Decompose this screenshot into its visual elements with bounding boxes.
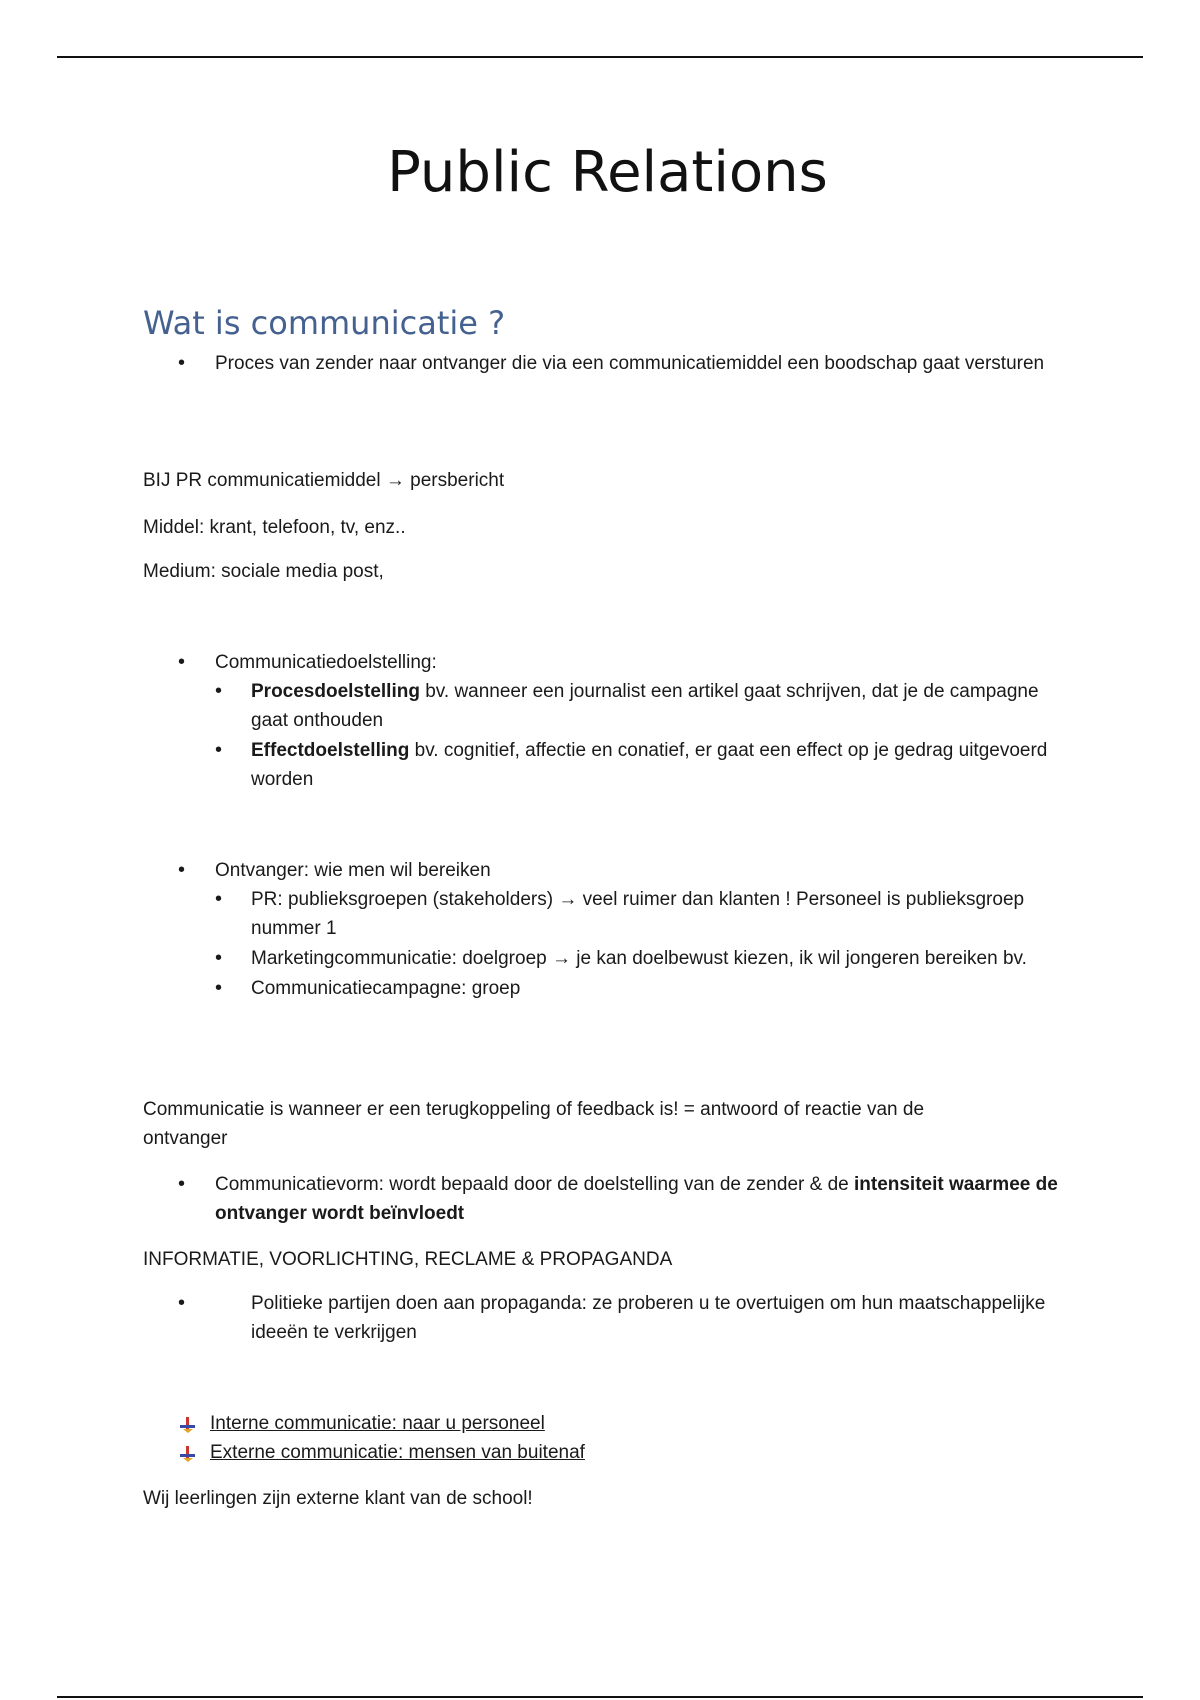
bottom-rule <box>57 1696 1143 1698</box>
list-item: • Ontvanger: wie men wil bereiken • PR: publieksgroepen (stakeholders) → veel ruimer dan klanten ! Personeel is publieksgroep nummer 1 • Marketingcommunicatie: doelgroep → je kan doelbewust kiezen, ik wil jongeren bereiken bv. • Communicatiecampagne: groep <box>143 856 1063 1003</box>
page-title: Public Relations <box>387 140 828 205</box>
section-heading: Wat is communicatie ? <box>143 304 506 342</box>
closing-line: Wij leerlingen zijn externe klant van de school! <box>143 1488 533 1509</box>
arrow-list <box>180 1409 585 1467</box>
list-item: • Communicatiedoelstelling: • Procesdoelstelling bv. wanneer een journalist een artikel gaat schrijven, dat je de campagne gaat onthouden • Effectdoelstelling bv. cognitief, affectie en conatief, er gaat een effect op je gedrag uitgevoerd worden <box>143 648 1063 794</box>
pr-line: BIJ PR communicatiemiddel → persbericht <box>143 470 505 491</box>
arrow-down-icon <box>180 1445 196 1461</box>
list-item: • Communicatievorm: wordt bepaald door de doelstelling van de zender & de intensiteit waarmee de ontvanger wordt beïnvloedt <box>143 1170 1063 1228</box>
middel-line: Middel: krant, telefoon, tv, enz.. <box>143 517 406 538</box>
doelstelling-list <box>143 648 1063 795</box>
vorm-list <box>143 1170 1063 1228</box>
list-item: • PR: publieksgroepen (stakeholders) → veel ruimer dan klanten ! Personeel is publieksgroep nummer 1 <box>215 885 1063 943</box>
list-item: • Marketingcommunicatie: doelgroep → je kan doelbewust kiezen, ik wil jongeren bereiken bv. <box>215 944 1063 973</box>
top-rule <box>57 56 1143 58</box>
list-item: • Politieke partijen doen aan propaganda: ze proberen u te overtuigen om hun maatschappelijke ideeën te verkrijgen <box>143 1289 1063 1347</box>
list-item: • Procesdoelstelling bv. wanneer een journalist een artikel gaat schrijven, dat je de campagne gaat onthouden <box>215 677 1063 735</box>
list-item: • Proces van zender naar ontvanger die via een communicatiemiddel een boodschap gaat versturen <box>143 349 1063 378</box>
definition-list <box>143 349 1063 378</box>
list-item: • Communicatiecampagne: groep <box>215 974 1063 1003</box>
ontvanger-list <box>143 856 1063 1004</box>
caps-line: INFORMATIE, VOORLICHTING, RECLAME & PROPAGANDA <box>143 1249 673 1270</box>
propaganda-list <box>143 1289 1063 1347</box>
arrow-down-icon <box>180 1416 196 1432</box>
medium-line: Medium: sociale media post, <box>143 561 384 582</box>
list-item: Interne communicatie: naar u personeel <box>180 1409 585 1438</box>
feedback-paragraph: Communicatie is wanneer er een terugkoppeling of feedback is! = antwoord of reactie van de ontvanger <box>143 1099 925 1149</box>
list-item: Externe communicatie: mensen van buitenaf <box>180 1438 585 1467</box>
list-item: • Effectdoelstelling bv. cognitief, affectie en conatief, er gaat een effect op je gedrag uitgevoerd worden <box>215 736 1063 794</box>
